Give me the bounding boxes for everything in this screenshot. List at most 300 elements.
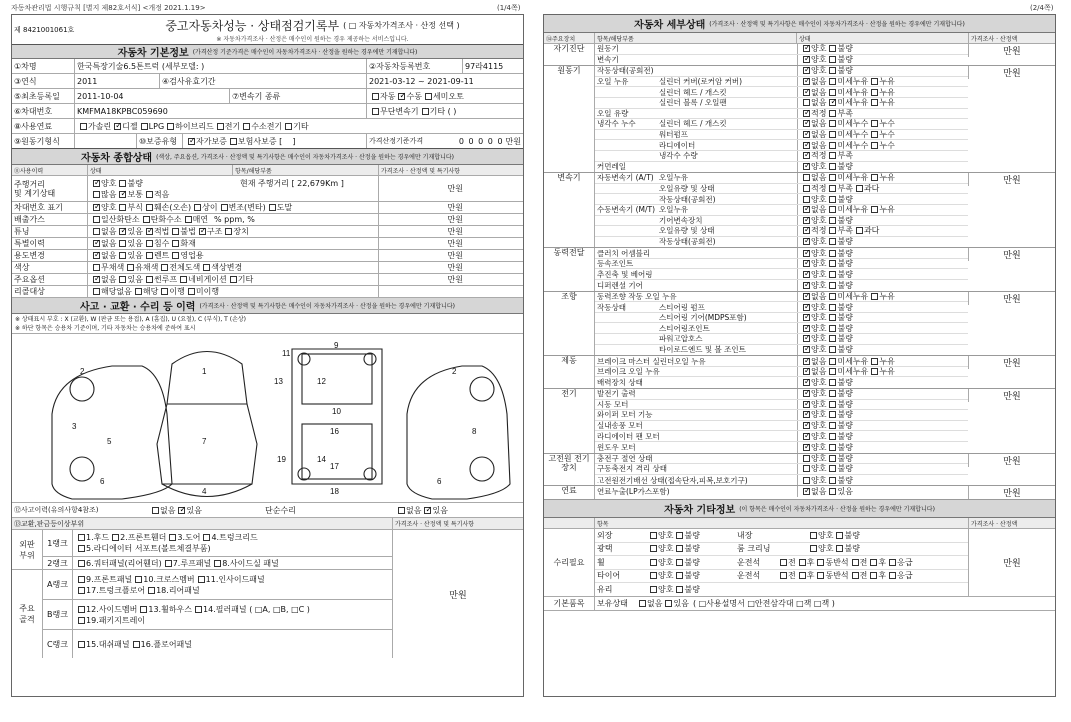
option-label: 동반석	[825, 557, 849, 567]
checkbox[interactable]	[639, 600, 646, 607]
checkbox[interactable]	[93, 288, 100, 295]
checkbox[interactable]	[829, 238, 836, 245]
option-label: 6.쿼터패널(리어휀더)	[86, 558, 162, 568]
detail-row	[595, 367, 968, 378]
detail-state	[797, 292, 968, 302]
checkbox[interactable]	[803, 282, 810, 289]
detail-row	[595, 140, 968, 151]
option-label: 훼손(오손)	[153, 203, 192, 212]
doc-note: ※ 자동차가격조사 · 산정은 매수인이 원하는 경우 제공하는 서비스입니다.	[216, 35, 409, 43]
part-header: ⑬교환,판금등이상부위 가격조사 · 산정액 및 특기사항	[12, 518, 523, 530]
checkbox[interactable]	[424, 507, 431, 514]
checkbox[interactable]	[829, 325, 836, 332]
checkbox[interactable]	[803, 250, 810, 257]
option-label: 부족	[837, 226, 853, 236]
checkbox[interactable]	[78, 587, 85, 594]
checkbox[interactable]	[803, 444, 810, 451]
checkbox[interactable]	[169, 534, 176, 541]
option-label: 전	[859, 557, 868, 567]
checkbox[interactable]	[148, 587, 155, 594]
checkbox[interactable]	[803, 45, 810, 52]
option-label: 동반석	[825, 571, 849, 581]
detail-group-label: 연료	[561, 486, 577, 496]
option-label: 5.라디에이터 서포트(볼트체결부품)	[86, 544, 211, 553]
checkbox[interactable]	[230, 138, 237, 145]
checkbox[interactable]	[829, 110, 836, 117]
checkbox[interactable]	[871, 174, 878, 181]
option-label: 있음	[127, 251, 143, 260]
checkbox[interactable]	[78, 617, 85, 624]
detail-item: 추진축 및 베어링	[597, 269, 653, 279]
checkbox[interactable]	[803, 120, 810, 127]
checkbox[interactable]	[93, 276, 100, 283]
checkbox[interactable]	[188, 138, 195, 145]
checkbox[interactable]	[398, 93, 405, 100]
checkbox[interactable]	[810, 545, 817, 552]
checkbox[interactable]	[167, 123, 174, 130]
checkbox[interactable]	[829, 206, 836, 213]
checkbox[interactable]	[372, 93, 379, 100]
detail-subitem: 스티어링 펌프	[659, 302, 705, 312]
checkbox[interactable]	[799, 559, 806, 566]
checkbox[interactable]	[178, 507, 185, 514]
overall-row-options	[87, 274, 378, 285]
checkbox[interactable]	[243, 123, 250, 130]
checkbox[interactable]	[146, 204, 153, 211]
checkbox[interactable]	[871, 142, 878, 149]
overall-header: ⑪사용이력 상태 항목/해당부품 가격조사 · 산정액 및 특기사항	[12, 165, 523, 176]
detail-row	[595, 486, 968, 497]
checkbox[interactable]	[803, 401, 810, 408]
detail-state	[797, 162, 968, 173]
option-label: 영업용	[180, 251, 204, 260]
checkbox[interactable]	[803, 379, 810, 386]
checkbox[interactable]	[93, 228, 100, 235]
checkbox[interactable]	[676, 545, 683, 552]
checkbox[interactable]	[803, 196, 810, 203]
detail-row	[595, 431, 968, 442]
checkbox[interactable]	[119, 228, 126, 235]
checkbox[interactable]	[803, 56, 810, 63]
checkbox[interactable]	[829, 379, 836, 386]
checkbox[interactable]	[836, 532, 843, 539]
checkbox[interactable]	[829, 174, 836, 181]
checkbox[interactable]	[829, 304, 836, 311]
checkbox[interactable]	[172, 252, 179, 259]
checkbox[interactable]	[188, 288, 195, 295]
checkbox[interactable]	[829, 67, 836, 74]
detail-item: 충전구 절연 상태	[597, 453, 653, 463]
checkbox[interactable]	[93, 180, 100, 187]
checkbox[interactable]	[829, 401, 836, 408]
checkbox[interactable]	[140, 606, 147, 613]
checkbox[interactable]	[676, 559, 683, 566]
checkbox[interactable]	[780, 572, 787, 579]
checkbox[interactable]	[803, 260, 810, 267]
checkbox[interactable]	[146, 252, 153, 259]
part-number: 1	[202, 367, 207, 376]
option-label: 불량	[837, 280, 853, 290]
checkbox[interactable]	[422, 108, 429, 115]
checkbox[interactable]	[285, 123, 292, 130]
checkbox[interactable]	[889, 559, 896, 566]
checkbox[interactable]	[803, 206, 810, 213]
checkbox[interactable]	[803, 142, 810, 149]
option-label: 응급	[897, 557, 913, 567]
detail-row	[595, 410, 968, 421]
option-label: 과다	[863, 226, 880, 236]
checkbox[interactable]	[803, 455, 810, 462]
checkbox[interactable]	[856, 227, 863, 234]
detail-item: 동력조향 작동 오일 누유	[597, 291, 677, 301]
checkbox[interactable]	[135, 288, 142, 295]
checkbox[interactable]	[829, 488, 836, 495]
checkbox[interactable]	[372, 108, 379, 115]
detail-group-label: 동력전달	[553, 248, 585, 258]
checkbox[interactable]	[217, 123, 224, 130]
checkbox[interactable]	[829, 335, 836, 342]
detail-item	[595, 140, 657, 150]
checkbox[interactable]	[650, 532, 657, 539]
checkbox[interactable]	[829, 293, 836, 300]
detail-item: 오일 유량	[597, 108, 629, 118]
detail-subitem: 냉각수 수량	[659, 151, 698, 161]
checkbox[interactable]	[829, 358, 836, 365]
checkbox[interactable]	[803, 131, 810, 138]
checkbox[interactable]	[829, 152, 836, 159]
part-number: 11	[282, 349, 291, 358]
other-item: 유리	[597, 585, 613, 595]
detail-group	[544, 173, 1055, 248]
checkbox[interactable]	[803, 163, 810, 170]
checkbox[interactable]	[829, 217, 836, 224]
checkbox[interactable]	[230, 276, 237, 283]
checkbox[interactable]	[889, 572, 896, 579]
option-label: 후	[878, 571, 887, 581]
checkbox[interactable]	[161, 264, 168, 271]
checkbox[interactable]	[871, 99, 878, 106]
checkbox[interactable]	[829, 163, 836, 170]
checkbox[interactable]	[194, 204, 201, 211]
checkbox[interactable]	[650, 559, 657, 566]
other-row	[595, 583, 968, 596]
checkbox[interactable]	[78, 606, 85, 613]
checkbox[interactable]	[93, 216, 100, 223]
checkbox[interactable]	[803, 238, 810, 245]
checkbox[interactable]	[817, 559, 824, 566]
detail-row	[595, 292, 968, 303]
checkbox[interactable]	[829, 142, 836, 149]
checkbox[interactable]	[78, 534, 85, 541]
checkbox[interactable]	[829, 411, 836, 418]
checkbox[interactable]	[803, 422, 810, 429]
checkbox[interactable]	[78, 641, 85, 648]
checkbox[interactable]	[143, 216, 150, 223]
checkbox[interactable]	[836, 545, 843, 552]
detail-price: 만원	[968, 66, 1055, 79]
checkbox[interactable]	[161, 288, 168, 295]
option-label: 양호	[811, 162, 827, 172]
checkbox[interactable]	[676, 532, 683, 539]
checkbox[interactable]	[829, 477, 836, 484]
checkbox[interactable]	[829, 455, 836, 462]
detail-row	[595, 98, 968, 109]
checkbox[interactable]	[93, 240, 100, 247]
checkbox[interactable]	[803, 465, 810, 472]
part-number: 18	[330, 487, 339, 496]
option-label: 11.인사이드패널	[205, 574, 265, 584]
part-number: 16	[330, 427, 339, 436]
checkbox[interactable]	[817, 572, 824, 579]
checkbox[interactable]	[803, 335, 810, 342]
checkbox[interactable]	[172, 228, 179, 235]
checkbox[interactable]	[856, 185, 863, 192]
overall-row-label: 특별이력	[14, 239, 45, 248]
checkbox[interactable]	[829, 120, 836, 127]
checkbox[interactable]	[803, 67, 810, 74]
checkbox[interactable]	[665, 600, 672, 607]
option-label: 양호	[811, 431, 827, 441]
option-label: 썬루프	[153, 275, 178, 284]
checkbox[interactable]	[119, 276, 126, 283]
checkbox[interactable]	[870, 572, 877, 579]
checkbox[interactable]	[127, 264, 134, 271]
checkbox[interactable]	[803, 78, 810, 85]
checkbox[interactable]	[829, 99, 836, 106]
detail-item: 원동기	[597, 44, 619, 54]
checkbox[interactable]	[829, 465, 836, 472]
checkbox[interactable]	[146, 276, 153, 283]
checkbox[interactable]	[80, 123, 87, 130]
checkbox[interactable]	[803, 368, 810, 375]
checkbox[interactable]	[203, 534, 210, 541]
option-label: 양호	[658, 585, 674, 595]
checkbox[interactable]	[112, 534, 119, 541]
checkbox[interactable]	[829, 250, 836, 257]
checkbox[interactable]	[803, 89, 810, 96]
detail-group-label: 전기	[561, 389, 577, 398]
checkbox[interactable]	[803, 99, 810, 106]
checkbox[interactable]	[803, 293, 810, 300]
overall-row-options	[87, 286, 378, 297]
checkbox[interactable]	[114, 123, 121, 130]
overall-row	[12, 202, 523, 214]
checkbox[interactable]	[829, 227, 836, 234]
checkbox[interactable]	[829, 260, 836, 267]
vin-row	[12, 104, 523, 119]
checkbox[interactable]	[829, 56, 836, 63]
checkbox[interactable]	[203, 264, 210, 271]
checkbox[interactable]	[78, 560, 85, 567]
checkbox[interactable]	[799, 572, 806, 579]
checkbox[interactable]	[803, 488, 810, 495]
checkbox[interactable]	[803, 346, 810, 353]
checkbox[interactable]	[650, 572, 657, 579]
part-number: 6	[437, 477, 442, 486]
option-label: 없음	[101, 227, 117, 236]
option-label: 불량	[127, 178, 143, 188]
checkbox[interactable]	[93, 264, 100, 271]
checkbox[interactable]	[803, 271, 810, 278]
overall-row	[12, 262, 523, 274]
detail-row	[595, 151, 968, 162]
checkbox[interactable]	[803, 110, 810, 117]
checkbox[interactable]	[803, 227, 810, 234]
checkbox[interactable]	[829, 368, 836, 375]
checkbox[interactable]	[803, 304, 810, 311]
checkbox[interactable]	[93, 191, 100, 198]
option-label: 누유	[879, 98, 895, 108]
checkbox[interactable]	[871, 89, 878, 96]
checkbox[interactable]	[829, 346, 836, 353]
period-value: 2021-03-12 ~ 2021-09-11	[366, 74, 523, 88]
checkbox[interactable]	[871, 78, 878, 85]
checkbox[interactable]	[133, 641, 140, 648]
checkbox[interactable]	[185, 216, 192, 223]
checkbox[interactable]	[141, 123, 148, 130]
checkbox[interactable]	[180, 276, 187, 283]
checkbox[interactable]	[803, 314, 810, 321]
checkbox[interactable]	[871, 120, 878, 127]
checkbox[interactable]	[199, 228, 206, 235]
checkbox[interactable]	[870, 559, 877, 566]
checkbox[interactable]	[803, 433, 810, 440]
checkbox[interactable]	[165, 560, 172, 567]
checkbox[interactable]	[829, 89, 836, 96]
checkbox[interactable]	[829, 433, 836, 440]
checkbox[interactable]	[135, 576, 142, 583]
checkbox[interactable]	[152, 507, 159, 514]
checkbox[interactable]	[829, 131, 836, 138]
checkbox[interactable]	[146, 191, 153, 198]
checkbox[interactable]	[195, 606, 202, 613]
checkbox[interactable]	[829, 78, 836, 85]
checkbox[interactable]	[398, 507, 405, 514]
checkbox[interactable]	[852, 572, 859, 579]
fuel-label: ⑧사용연료	[14, 121, 53, 131]
checkbox[interactable]	[803, 217, 810, 224]
checkbox[interactable]	[803, 152, 810, 159]
detail-state	[797, 302, 968, 312]
checkbox[interactable]	[269, 204, 276, 211]
option-label: 불량	[837, 313, 853, 323]
checkbox[interactable]	[803, 358, 810, 365]
checkbox[interactable]	[780, 559, 787, 566]
car-name-row	[12, 59, 523, 74]
option-label: 부식	[127, 203, 143, 212]
checkbox[interactable]	[803, 174, 810, 181]
checkbox[interactable]	[78, 545, 85, 552]
option-label: 색상변경	[211, 263, 243, 272]
checkbox[interactable]	[119, 252, 126, 259]
checkbox[interactable]	[829, 271, 836, 278]
checkbox[interactable]	[803, 325, 810, 332]
detail-state	[797, 442, 968, 453]
checkbox[interactable]	[119, 191, 126, 198]
checkbox[interactable]	[852, 559, 859, 566]
option-label: 양호	[811, 410, 827, 420]
option-label: 양호	[811, 345, 827, 355]
detail-row	[595, 109, 968, 120]
option-label: 14.필러패널 ( □A, □B, □C )	[203, 604, 310, 614]
option-label: 7.루프패널	[172, 558, 212, 568]
detail-subitem: 파워고압호스	[659, 334, 703, 344]
fuel-options: 가솔린 ✓ 디젤 LPG 하이브리드 전기 수소전기 기타	[74, 119, 523, 133]
checkbox[interactable]	[871, 293, 878, 300]
option-label: 불량	[837, 475, 853, 485]
checkbox[interactable]	[650, 586, 657, 593]
checkbox[interactable]	[871, 131, 878, 138]
checkbox[interactable]	[871, 368, 878, 375]
checkbox[interactable]	[829, 422, 836, 429]
checkbox[interactable]	[650, 545, 657, 552]
checkbox[interactable]	[829, 282, 836, 289]
option-label: 응급	[897, 571, 913, 581]
checkbox[interactable]	[78, 576, 85, 583]
option-label: 9.프론트패널	[86, 574, 133, 584]
overall-row	[12, 250, 523, 262]
checkbox[interactable]	[810, 532, 817, 539]
checkbox[interactable]	[803, 411, 810, 418]
checkbox[interactable]	[172, 240, 179, 247]
reg-label: ②자동차등록번호	[366, 59, 462, 73]
option-label: 불량	[837, 162, 853, 172]
checkbox[interactable]	[146, 228, 153, 235]
checkbox[interactable]	[146, 240, 153, 247]
option-label: 불량	[684, 531, 700, 541]
checkbox[interactable]	[871, 358, 878, 365]
checkbox[interactable]	[425, 93, 432, 100]
detail-state	[797, 109, 968, 119]
checkbox[interactable]	[829, 314, 836, 321]
checkbox[interactable]	[198, 576, 205, 583]
checkbox[interactable]	[119, 204, 126, 211]
checkbox[interactable]	[803, 390, 810, 397]
option-label: 18.리어패널	[156, 585, 200, 595]
detail-row	[595, 475, 968, 486]
option-label: 불량	[837, 237, 853, 247]
checkbox[interactable]	[93, 252, 100, 259]
checkbox[interactable]	[93, 204, 100, 211]
year-label: ③연식	[14, 76, 37, 86]
option-label: 적음	[153, 189, 170, 199]
base-price-value: 0 0 0 0 0	[458, 136, 504, 146]
checkbox[interactable]	[119, 180, 126, 187]
checkbox[interactable]	[803, 477, 810, 484]
checkbox[interactable]	[829, 185, 836, 192]
checkbox[interactable]	[119, 240, 126, 247]
checkbox[interactable]	[829, 196, 836, 203]
checkbox[interactable]	[829, 390, 836, 397]
detail-item	[595, 130, 657, 140]
checkbox[interactable]	[225, 228, 232, 235]
detail-item: 작동상태	[597, 302, 626, 312]
checkbox[interactable]	[221, 204, 228, 211]
checkbox[interactable]	[829, 444, 836, 451]
option-label: 양호	[811, 280, 827, 290]
detail-row	[595, 130, 968, 141]
checkbox[interactable]	[871, 206, 878, 213]
checkbox[interactable]	[829, 45, 836, 52]
checkbox[interactable]	[803, 185, 810, 192]
option-label: 없음	[811, 173, 827, 183]
form-reference: 자동차관리법 시행규칙 [별지 제82호서식] <개정 2021.1.19>	[11, 4, 206, 12]
checkbox[interactable]	[214, 560, 221, 567]
detail-row	[595, 205, 968, 216]
detail-row	[595, 377, 968, 388]
checkbox[interactable]	[676, 586, 683, 593]
checkbox[interactable]	[676, 572, 683, 579]
